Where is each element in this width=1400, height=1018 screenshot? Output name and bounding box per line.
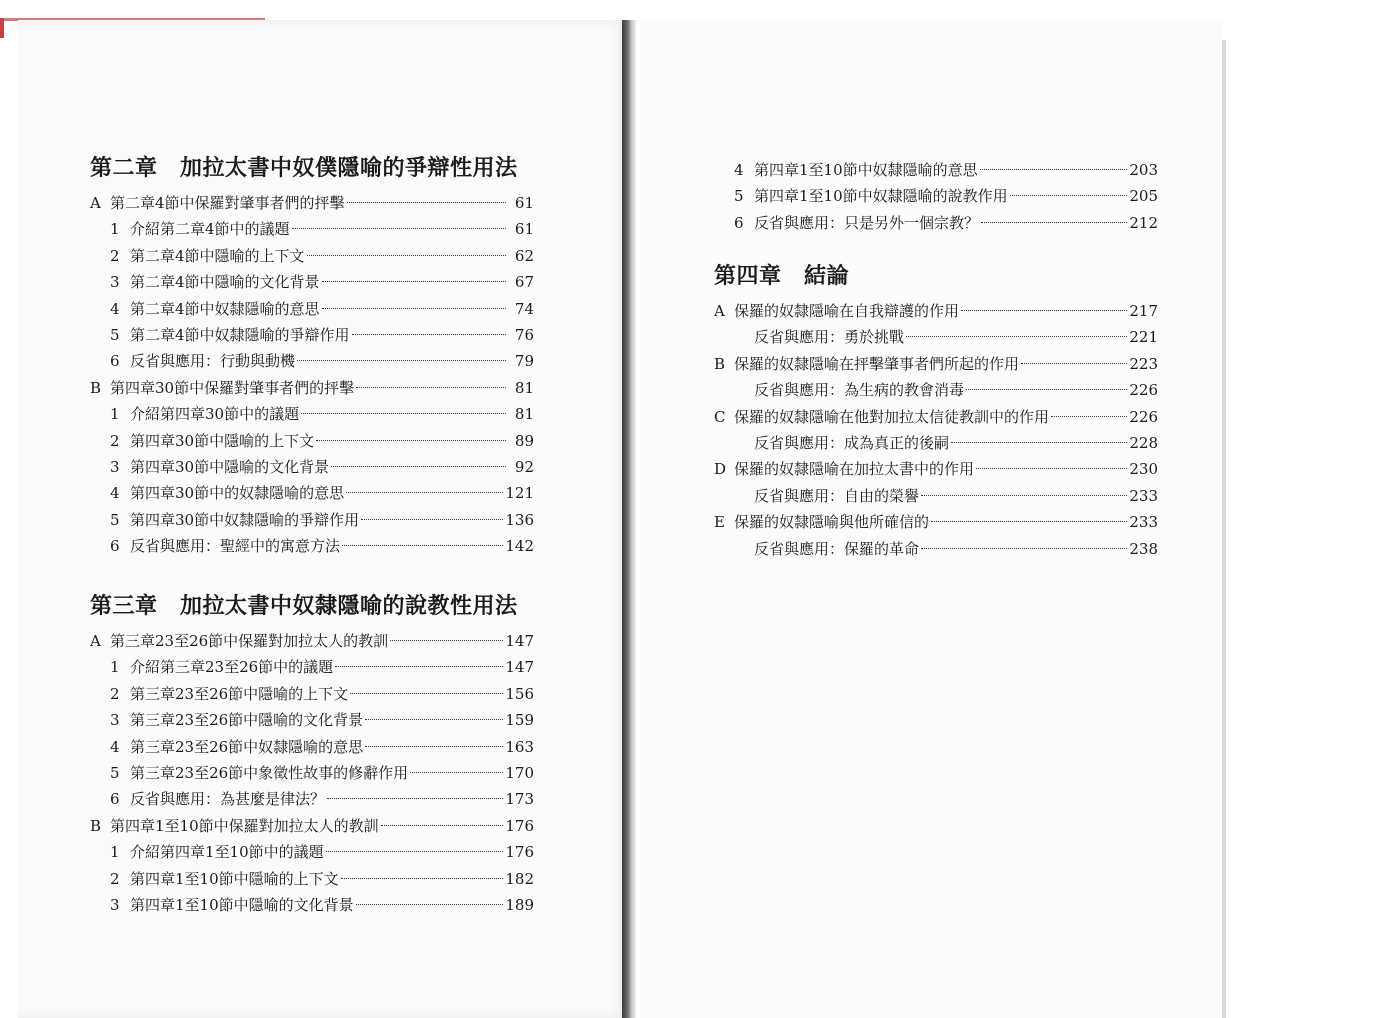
toc-entry-page-number: 223 [1129, 354, 1158, 373]
toc-entry-marker: B [714, 354, 726, 373]
dot-leader [341, 878, 504, 879]
toc-entry [714, 456, 1158, 482]
chapter-title: 第四章 結論 [714, 263, 850, 289]
toc-entry-page-number: 92 [514, 457, 534, 476]
dot-leader [327, 798, 503, 799]
dot-leader [1010, 195, 1128, 196]
toc-entry-title: 第三章23至26節中保羅對加拉太人的教訓 [110, 632, 389, 650]
toc-entry-page-number: 228 [1129, 433, 1158, 452]
right-page [640, 20, 1222, 1018]
dot-leader [347, 202, 506, 203]
toc-entry-page-number: 182 [505, 869, 534, 888]
toc-entry-title: 第三章23至26節中隱喻的上下文 [130, 684, 349, 703]
toc-entry [714, 157, 1158, 183]
toc-entry-page-number: 212 [1129, 213, 1158, 232]
toc-entry-title: 第二章4節中隱喻的上下文 [130, 246, 305, 265]
dot-leader [297, 360, 506, 361]
toc-entry-title: 介紹第二章4節中的議題 [130, 220, 290, 239]
toc-entry-title: 第三章23至26節中奴隸隱喻的意思 [130, 737, 364, 756]
toc-entry-title: 反省與應用：成為真正的後嗣 [754, 433, 950, 452]
toc-entry [90, 866, 534, 892]
toc-entry-marker: A [714, 302, 725, 320]
dot-leader [342, 545, 503, 546]
dot-leader [356, 904, 504, 905]
toc-entry-page-number: 217 [1129, 302, 1158, 320]
toc-entry [90, 786, 534, 812]
left-page [18, 20, 626, 1018]
toc-entry-page-number: 233 [1129, 486, 1158, 505]
toc-entry-marker: 4 [110, 299, 120, 318]
dot-leader [931, 521, 1127, 522]
toc-entry [714, 536, 1158, 562]
toc-entry-marker: A [90, 194, 101, 212]
toc-entry [714, 298, 1158, 324]
toc-entry-marker: 5 [734, 187, 744, 206]
toc-entry [90, 296, 534, 322]
toc-entry-page-number: 176 [505, 816, 534, 835]
dot-leader [976, 468, 1127, 469]
toc-entry-page-number: 61 [514, 194, 534, 212]
toc-entry-page-number: 136 [505, 510, 534, 529]
toc-entry-marker: 1 [110, 220, 120, 239]
toc-entry-title: 第四章1至10節中隱喻的文化背景 [130, 895, 354, 914]
toc-entry [90, 681, 534, 707]
dot-leader [951, 442, 1127, 443]
toc-entry-page-number: 81 [514, 405, 534, 424]
toc-entry-marker: 4 [110, 737, 120, 756]
toc-entry-title: 第四章30節中奴隸隱喻的爭辯作用 [130, 510, 360, 529]
toc-entry-title: 第四章30節中隱喻的文化背景 [130, 457, 330, 476]
toc-entry-page-number: 226 [1129, 407, 1158, 426]
toc-entry [90, 480, 534, 506]
toc-entry-title: 第四章30節中保羅對肇事者們的抨擊 [110, 378, 355, 397]
toc-entry-title: 第二章4節中奴隸隱喻的爭辯作用 [130, 325, 350, 344]
toc-entry [714, 324, 1158, 350]
toc-entry-title: 第二章4節中奴隸隱喻的意思 [130, 299, 320, 318]
dot-leader [322, 308, 506, 309]
toc-entry-title: 第四章1至10節中奴隸隱喻的說教作用 [754, 187, 1008, 206]
toc-entry [90, 269, 534, 295]
toc-entry-title: 反省與應用：保羅的革命 [754, 539, 920, 558]
toc-entry-title: 第二章4節中保羅對肇事者們的抨擊 [110, 194, 345, 212]
toc-entry-marker: D [714, 460, 727, 479]
toc-entry-marker: 5 [110, 510, 120, 529]
dot-leader [390, 640, 503, 641]
toc-entry-marker: 2 [110, 246, 120, 265]
toc-entry-title: 第四章30節中的奴隸隱喻的意思 [130, 484, 345, 503]
toc-entry-page-number: 89 [514, 431, 534, 450]
dot-leader [316, 440, 506, 441]
dot-leader [966, 389, 1127, 390]
page-edge [1222, 40, 1226, 1018]
dot-leader [980, 169, 1128, 170]
toc-entry-title: 反省與應用：行動與動機 [130, 352, 296, 371]
dot-leader [292, 228, 506, 229]
toc-entry-marker: B [90, 378, 102, 397]
toc-entry-page-number: 121 [505, 484, 534, 503]
dot-leader [981, 222, 1127, 223]
toc-entry-page-number: 79 [514, 352, 534, 371]
toc-entry [90, 707, 534, 733]
toc-entry [90, 533, 534, 559]
toc-entry-page-number: 159 [505, 711, 534, 730]
toc-entry [90, 375, 534, 401]
toc-entry-page-number: 156 [505, 684, 534, 703]
toc-entry-marker: C [714, 407, 726, 426]
toc-entry-page-number: 76 [514, 325, 534, 344]
toc-entry [90, 348, 534, 374]
toc-entry [90, 734, 534, 760]
toc-entry-marker: 1 [110, 658, 120, 677]
toc-entry-marker: 3 [110, 711, 120, 730]
toc-entry-page-number: 176 [505, 843, 534, 862]
toc-entry [90, 813, 534, 839]
dot-leader [326, 851, 504, 852]
toc-entry [90, 190, 534, 216]
dot-leader [961, 310, 1127, 311]
chapter-title: 第二章 加拉太書中奴僕隱喻的爭辯性用法 [90, 155, 518, 181]
toc-entry-marker: 3 [110, 457, 120, 476]
toc-entry-marker: A [90, 632, 101, 650]
dot-leader [381, 825, 504, 826]
toc-entry-title: 反省與應用：為甚麼是律法？ [130, 790, 326, 809]
toc-entry-page-number: 62 [514, 246, 534, 265]
chapter-2-section [90, 150, 534, 559]
chapter-title: 第三章 加拉太書中奴隸隱喻的說教性用法 [90, 593, 518, 619]
toc-entry-page-number: 233 [1129, 513, 1158, 532]
toc-entry-marker: 1 [110, 843, 120, 862]
toc-entry-title: 保羅的奴隸隱喻在自我辯護的作用 [734, 302, 960, 320]
dot-leader [1051, 416, 1127, 417]
toc-entry-marker: 6 [734, 213, 744, 232]
toc-entry-title: 保羅的奴隸隱喻與他所確信的 [734, 513, 930, 532]
toc-entry-page-number: 189 [505, 895, 534, 914]
toc-entry-title: 介紹第四章30節中的議題 [130, 405, 300, 424]
toc-entry [90, 454, 534, 480]
toc-entry-title: 第四章30節中隱喻的上下文 [130, 431, 315, 450]
toc-entry-marker: 6 [110, 790, 120, 809]
toc-entry [714, 210, 1158, 236]
toc-entry-page-number: 81 [514, 378, 534, 397]
toc-entry-title: 保羅的奴隸隱喻在他對加拉太信徒教訓中的作用 [734, 407, 1050, 426]
toc-entry [714, 483, 1158, 509]
toc-entry [714, 351, 1158, 377]
dot-leader [1021, 363, 1127, 364]
toc-entry-title: 第三章23至26節中象徵性故事的修辭作用 [130, 763, 409, 782]
toc-entry-page-number: 173 [505, 790, 534, 809]
toc-entry-title: 第四章1至10節中隱喻的上下文 [130, 869, 339, 888]
dot-leader [335, 666, 503, 667]
toc-entry-marker: 1 [110, 405, 120, 424]
toc-entry-marker: B [90, 816, 102, 835]
toc-entry [90, 628, 534, 654]
toc-entry-title: 第四章1至10節中奴隸隱喻的意思 [754, 161, 978, 179]
toc-entry-title: 反省與應用：為生病的教會消毒 [754, 381, 965, 400]
toc-entry [90, 401, 534, 427]
dot-leader [352, 334, 506, 335]
toc-entry-page-number: 221 [1129, 328, 1158, 347]
toc-entry-title: 反省與應用：聖經中的寓意方法 [130, 537, 341, 556]
toc-entry [714, 183, 1158, 209]
toc-entry-title: 介紹第四章1至10節中的議題 [130, 843, 324, 862]
toc-entry [714, 509, 1158, 535]
dot-leader [921, 548, 1127, 549]
toc-entry-marker: 3 [110, 895, 120, 914]
toc-entry-title: 第四章1至10節中保羅對加拉太人的教訓 [110, 816, 379, 835]
toc-entry-title: 反省與應用：勇於挑戰 [754, 328, 905, 347]
toc-entry [714, 404, 1158, 430]
toc-entry-page-number: 226 [1129, 381, 1158, 400]
toc-entry-page-number: 147 [505, 632, 534, 650]
toc-entry-page-number: 163 [505, 737, 534, 756]
toc-entry-marker: 2 [110, 684, 120, 703]
toc-entry-page-number: 67 [514, 273, 534, 292]
scan-red-edge [0, 18, 4, 38]
toc-entry-marker: 4 [110, 484, 120, 503]
toc-entry-page-number: 74 [514, 299, 534, 318]
book-spine [622, 20, 636, 1018]
dot-leader [307, 255, 506, 256]
toc-entry-page-number: 61 [514, 220, 534, 239]
toc-entry-title: 保羅的奴隸隱喻在加拉太書中的作用 [734, 460, 975, 479]
chapter-3-section [90, 588, 534, 918]
toc-entry-marker: 6 [110, 537, 120, 556]
toc-entry-title: 反省與應用：自由的榮譽 [754, 486, 920, 505]
toc-entry-page-number: 147 [505, 658, 534, 677]
toc-entry-marker: 4 [734, 161, 744, 179]
toc-entry [90, 892, 534, 918]
toc-entry-page-number: 238 [1129, 539, 1158, 558]
toc-entry-title: 保羅的奴隸隱喻在抨擊肇事者們所起的作用 [734, 354, 1020, 373]
toc-entry [90, 216, 534, 242]
toc-entry [90, 654, 534, 680]
toc-entry-page-number: 142 [505, 537, 534, 556]
dot-leader [921, 495, 1127, 496]
toc-entry-marker: 5 [110, 763, 120, 782]
toc-entry [90, 243, 534, 269]
dot-leader [410, 772, 503, 773]
toc-entry-marker: 2 [110, 431, 120, 450]
dot-leader [356, 387, 506, 388]
toc-entry-marker: 3 [110, 273, 120, 292]
toc-entry [90, 839, 534, 865]
toc-entry-title: 第二章4節中隱喻的文化背景 [130, 273, 320, 292]
dot-leader [365, 719, 503, 720]
chapter-4-section [714, 258, 1158, 562]
dot-leader [331, 466, 506, 467]
dot-leader [906, 336, 1127, 337]
toc-entry [90, 322, 534, 348]
toc-entry-page-number: 203 [1129, 161, 1158, 179]
toc-entry [714, 377, 1158, 403]
toc-entry-title: 反省與應用：只是另外一個宗教？ [754, 213, 980, 232]
dot-leader [301, 413, 506, 414]
chapter-3-continued-section [714, 157, 1158, 236]
toc-entry-title: 第三章23至26節中隱喻的文化背景 [130, 711, 364, 730]
toc-entry-page-number: 205 [1129, 187, 1158, 206]
dot-leader [350, 693, 503, 694]
dot-leader [365, 746, 503, 747]
dot-leader [346, 492, 503, 493]
toc-entry-page-number: 170 [505, 763, 534, 782]
toc-entry-page-number: 230 [1129, 460, 1158, 479]
toc-entry [90, 507, 534, 533]
dot-leader [322, 281, 506, 282]
toc-entry [714, 430, 1158, 456]
dot-leader [361, 519, 503, 520]
toc-entry [90, 760, 534, 786]
toc-entry [90, 428, 534, 454]
toc-entry-marker: E [714, 513, 725, 532]
toc-entry-marker: 5 [110, 325, 120, 344]
toc-entry-title: 介紹第三章23至26節中的議題 [130, 658, 334, 677]
toc-entry-marker: 2 [110, 869, 120, 888]
toc-entry-marker: 6 [110, 352, 120, 371]
